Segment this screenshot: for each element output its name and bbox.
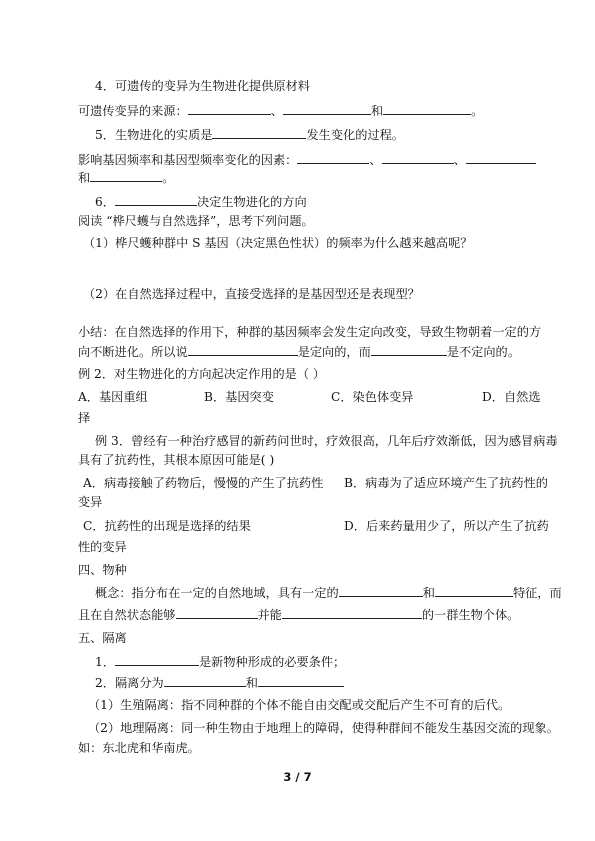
example3-option-d-wrap: 性的变异 (78, 540, 127, 554)
blank-field[interactable] (435, 585, 513, 597)
reading-instruction: 阅读 “桦尺蠖与自然选择”，思考下列问题。 (78, 214, 314, 228)
period: 。 (162, 171, 175, 185)
and-word: 和 (422, 586, 435, 600)
line2-suffix: 的一群生物个体。 (421, 608, 520, 622)
item1-suffix: 是新物种形成的必要条件； (198, 655, 346, 669)
blank-field[interactable] (282, 607, 422, 619)
blank-field[interactable] (115, 654, 199, 666)
and-word: 和 (245, 676, 258, 690)
blank-field[interactable] (382, 152, 454, 164)
factors-line-2 (78, 170, 174, 186)
period: 。 (471, 104, 484, 118)
blank-field[interactable] (90, 170, 162, 182)
summary-suffix: 是不定向的。 (446, 345, 520, 359)
separator: 、 (270, 104, 283, 118)
line2-prefix: 且在自然状态能够 (78, 608, 176, 622)
example2-question: 例 2．对生物进化的方向起决定作用的是（ ） (78, 367, 326, 381)
section5-heading (95, 127, 404, 143)
section5-suffix: 发生变化的过程。 (306, 128, 404, 142)
isolation-item-2 (95, 675, 344, 691)
blank-field[interactable] (164, 675, 246, 687)
blank-field[interactable] (115, 194, 197, 206)
and-word: 和 (370, 104, 384, 118)
blank-field[interactable] (297, 152, 369, 164)
isolation-example: 如：东北虎和华南虎。 (78, 741, 200, 755)
example3-option-d: D．后来药量用少了，所以产生了抗药 (344, 519, 549, 533)
blank-field[interactable] (188, 103, 271, 115)
geographic-isolation: （2）地理隔离：同一种生物由于地理上的障碍，使得种群间不能发生基因交流的现象。 (88, 721, 559, 735)
blank-field[interactable] (466, 152, 536, 164)
example3-line-2: 具有了抗药性，其根本原因可能是( ) (78, 453, 275, 467)
example2-option-a: A．基因重组 (78, 390, 148, 404)
isolation-item-1 (95, 654, 345, 670)
question-2: （2）在自然选择过程中，直接受选择的是基因型还是表现型？ (83, 287, 420, 301)
isolation-heading: 五、隔离 (78, 631, 127, 645)
and-word: 和 (78, 171, 91, 185)
summary-line-2 (78, 344, 520, 360)
example2-wrap: 择 (78, 411, 91, 425)
item1-prefix: 1． (95, 655, 115, 669)
separator: 、 (453, 153, 466, 167)
variation-sources-label: 可遗传变异的来源： (78, 104, 188, 118)
example3-option-c: C．抗药性的出现是选择的结果 (83, 519, 251, 533)
factors-line (78, 152, 536, 168)
example2-option-b: B．基因突变 (204, 390, 274, 404)
concept-suffix: 特征，而 (512, 586, 562, 600)
summary-line-1: 小结：在自然选择的作用下，种群的基因频率会发生定向改变，导致生物朝着一定的方 (78, 325, 542, 339)
item2-prefix: 2．隔离分为 (95, 676, 164, 690)
species-heading: 四、物种 (78, 563, 127, 577)
blank-field[interactable] (371, 344, 447, 356)
species-concept-line-2 (78, 607, 519, 623)
blank-field[interactable] (283, 103, 371, 115)
example3-option-b: B．病毒为了适应环境产生了抗药性的 (344, 476, 548, 490)
example2-option-c: C．染色体变异 (331, 390, 414, 404)
blank-field[interactable] (176, 607, 258, 619)
page-number: 3 / 7 (283, 770, 312, 784)
line2-mid: 并能 (257, 608, 282, 622)
section6-heading (95, 194, 307, 210)
blank-field[interactable] (258, 675, 344, 687)
section5-prefix: 5．生物进化的实质是 (95, 128, 213, 142)
summary-mid: 是定向的，而 (297, 345, 371, 359)
factors-label: 影响基因频率和基因型频率变化的因素： (78, 153, 298, 167)
example3-option-b-wrap: 变异 (78, 495, 103, 509)
variation-sources-line (78, 103, 483, 119)
section6-prefix: 6． (95, 195, 115, 209)
example3-option-a: A．病毒接触了药物后，慢慢的产生了抗药性 (83, 476, 324, 490)
concept-prefix: 概念：指分布在一定的自然地域，具有一定的 (95, 586, 339, 600)
example3-line-1: 例 3．曾经有一种治疗感冒的新药问世时，疗效很高，几年后疗效渐低，因为感冒病毒 (95, 434, 558, 448)
section6-suffix: 决定生物进化的方向 (196, 195, 307, 209)
blank-field[interactable] (383, 103, 471, 115)
section4-heading: 4．可遗传的变异为生物进化提供原材料 (95, 79, 310, 93)
summary-prefix: 向不断进化。所以说 (78, 345, 188, 359)
separator: 、 (369, 153, 382, 167)
species-concept-line-1 (95, 585, 562, 601)
question-1: （1）桦尺蠖种群中 S 基因（决定黑色性状）的频率为什么越来越高呢？ (83, 236, 473, 250)
blank-field[interactable] (339, 585, 423, 597)
blank-field[interactable] (212, 127, 306, 139)
blank-field[interactable] (188, 344, 298, 356)
example2-option-d: D．自然选 (482, 390, 541, 404)
reproductive-isolation: （1）生殖隔离：指不同种群的个体不能自由交配或交配后产生不可育的后代。 (88, 698, 511, 712)
